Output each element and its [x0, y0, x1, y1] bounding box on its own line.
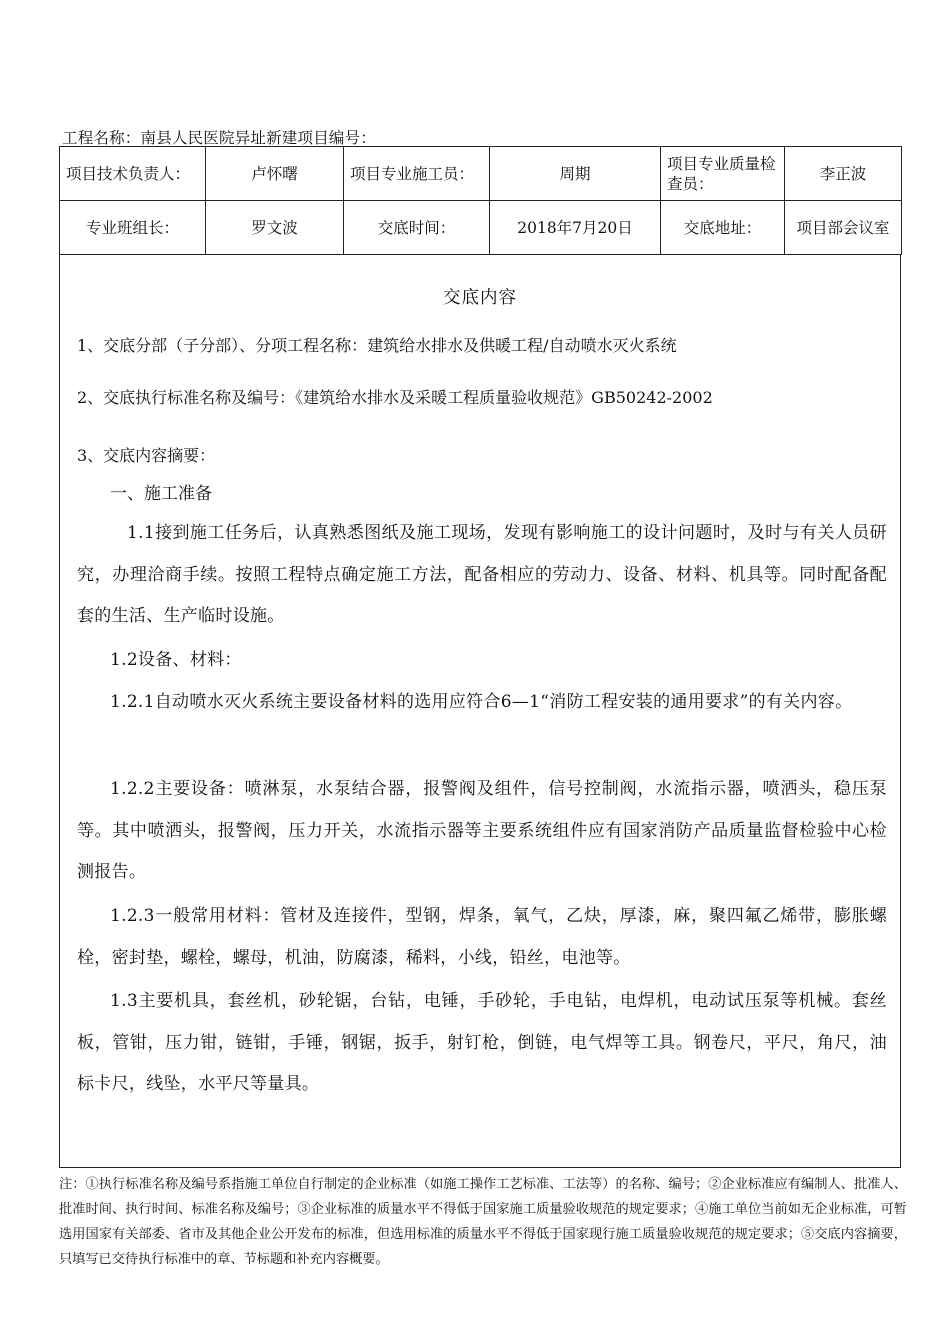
paragraph-1-2-1-text: 1.2.1自动喷水灭火系统主要设备材料的选用应符合6—1“消防工程安装的通用要求”的有关内容。	[110, 692, 853, 712]
constructor-label: 项目专业施工员：	[344, 147, 490, 201]
paragraph-1-2-text: 1.2设备、材料：	[110, 650, 242, 670]
qc-value: 李正波	[785, 147, 902, 201]
team-leader-value: 罗文波	[206, 201, 344, 255]
footnote: 注：①执行标准名称及编号系指施工单位自行制定的企业标准（如施工操作工艺标准、工法等）的名称、编号；②企业标准应有编制人、批准人、批准时间、执行时间、标准名称及编号；③企业标准的质量水平不得低于国家施工质量验收规范的规定要求；④施工单位当前如无企业标准，可暂选用国家有关部委、省市及其他企业公开发布的标准，但选用标准的质量水平不得低于国家现行施工质量验收规范的规定要求；⑤交底内容摘要，只填写已交待执行标准中的章、节标题和补充内容概要。	[59, 1177, 907, 1267]
content-box	[59, 254, 901, 1168]
paragraph-1-3-text: 1.3主要机具，套丝机，砂轮锯，台钻，电锤，手砂轮，手电钻，电焊机，电动试压泵等机械。套丝板，管钳，压力钳，链钳，手锤，钢锯，扳手，射钉枪，倒链，电气焊等工具。钢卷尺，平尺，角尺，油标卡尺，线坠，水平尺等量具。	[77, 991, 887, 1094]
project-name-line: 工程名称：南县人民医院异址新建项目编号：	[62, 129, 377, 147]
time-value: 2018年7月20日	[490, 201, 661, 255]
team-leader-label: 专业班组长：	[60, 201, 206, 255]
time-label: 交底时间：	[344, 201, 490, 255]
place-value: 项目部会议室	[785, 201, 902, 255]
item-1: 1、交底分部（子分部）、分项工程名称：建筑给水排水及供暖工程/自动喷水灭火系统	[77, 336, 677, 355]
info-row-2	[60, 201, 902, 255]
place-label: 交底地址：	[661, 201, 785, 255]
paragraph-1-2-2	[77, 769, 887, 894]
paragraph-1-2	[77, 640, 887, 682]
item-2: 2、交底执行标准名称及编号：《建筑给水排水及采暖工程质量验收规范》GB50242-2002	[77, 388, 713, 407]
tech-lead-value: 卢怀曙	[206, 147, 344, 201]
qc-label: 项目专业质量检查员：	[661, 147, 785, 201]
paragraph-1-1	[77, 513, 887, 638]
info-row-1	[60, 147, 902, 201]
paragraph-1-2-3	[77, 896, 887, 979]
constructor-value: 周期	[490, 147, 661, 201]
paragraph-1-2-1	[77, 682, 887, 724]
paragraph-1-3	[77, 981, 887, 1106]
section-heading: 一、施工准备	[110, 484, 212, 504]
info-table	[59, 146, 902, 255]
paragraph-1-2-3-text: 1.2.3一般常用材料：管材及连接件，型钢，焊条，氧气，乙炔，厚漆，麻，聚四氟乙烯带，膨胀螺栓，密封垫，螺栓，螺母，机油，防腐漆，稀料，小线，铅丝，电池等。	[77, 906, 887, 968]
tech-lead-label: 项目技术负责人：	[60, 147, 206, 201]
paragraph-1-1-text: 1.1接到施工任务后，认真熟悉图纸及施工现场，发现有影响施工的设计问题时，及时与有关人员研究，办理洽商手续。按照工程特点确定施工方法，配备相应的劳动力、设备、材料、机具等。同时配备配套的生活、生产临时设施。	[77, 523, 887, 626]
content-title: 交底内容	[443, 288, 517, 308]
item-3: 3、交底内容摘要：	[77, 446, 216, 465]
paragraph-1-2-2-text: 1.2.2主要设备：喷淋泵，水泵结合器，报警阀及组件，信号控制阀，水流指示器，喷洒头，稳压泵等。其中喷洒头，报警阀，压力开关，水流指示器等主要系统组件应有国家消防产品质量监督检验中心检测报告。	[77, 779, 887, 882]
